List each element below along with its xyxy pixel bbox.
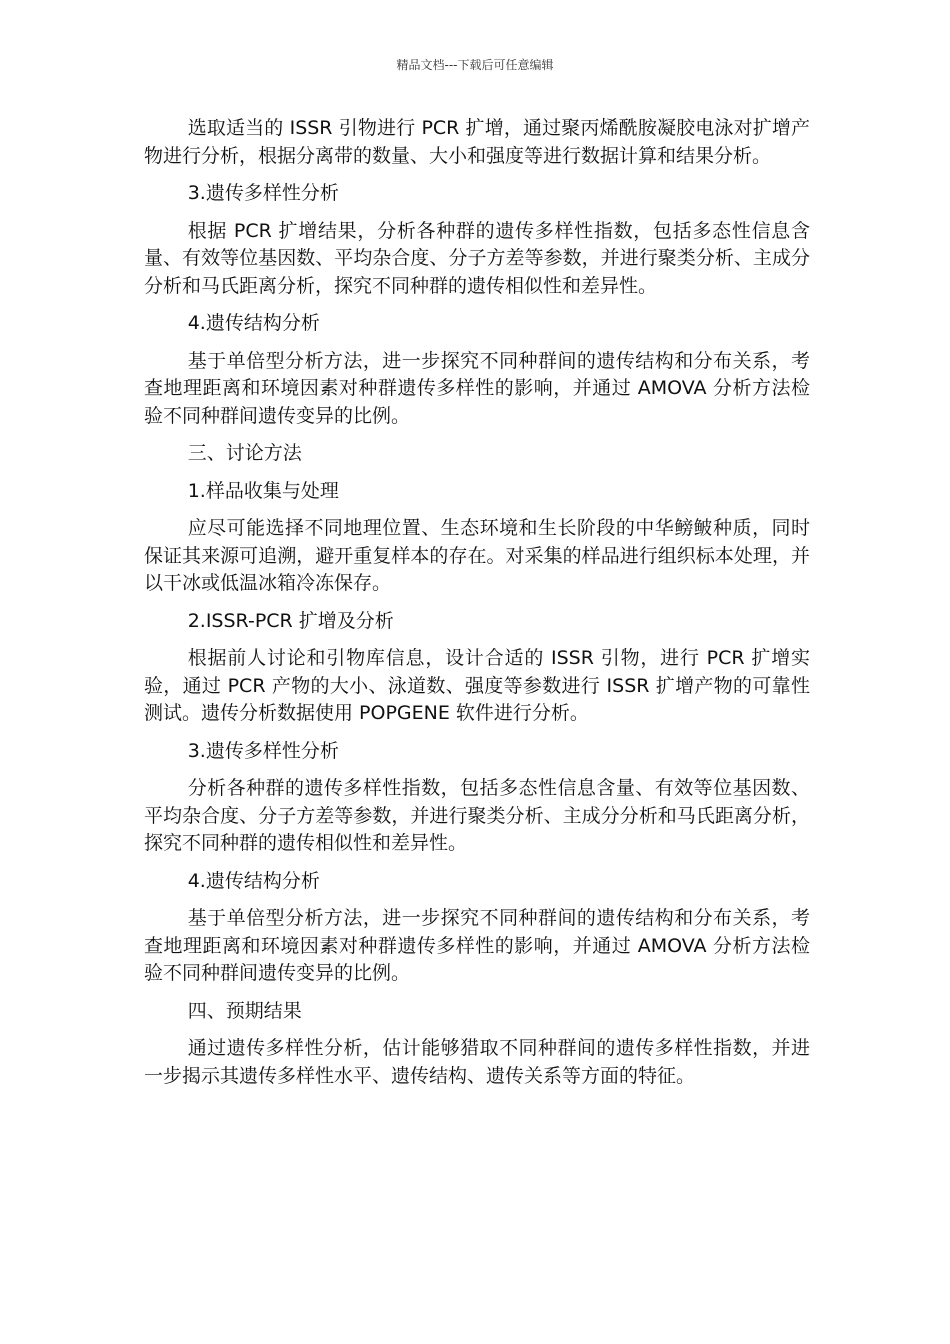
- paragraph-sample-collection: 应尽可能选择不同地理位置、生态环境和生长阶段的中华鳑鲏种质，同时保证其来源可追溯，避开重复样本的存在。对采集的样品进行组织标本处理，并以干冰或低温冰箱冷冻保存。: [144, 517, 810, 594]
- paragraph-genetic-structure-2: 基于单倍型分析方法，进一步探究不同种群间的遗传结构和分布关系，考查地理距离和环境因素对种群遗传多样性的影响，并通过 AMOVA 分析方法检验不同种群间遗传变异的比例。: [144, 907, 810, 984]
- heading-expected-results: 四、预期结果: [187, 999, 302, 1022]
- document-body: [144, 115, 810, 1100]
- paragraph-genetic-diversity-2: 分析各种群的遗传多样性指数，包括多态性信息含量、有效等位基因数、平均杂合度、分子方差等参数，并进行聚类分析、主成分分析和马氏距离分析，探究不同种群的遗传相似性和差异性。: [144, 777, 810, 854]
- paragraph-genetic-structure: 基于单倍型分析方法，进一步探究不同种群间的遗传结构和分布关系，考查地理距离和环境因素对种群遗传多样性的影响，并通过 AMOVA 分析方法检验不同种群间遗传变异的比例。: [144, 349, 810, 427]
- paragraph-issr-method: 选取适当的 ISSR 引物进行 PCR 扩增，通过聚丙烯酰胺凝胶电泳对扩增产物进行分析，根据分离带的数量、大小和强度等进行数据计算和结果分析。: [144, 117, 810, 167]
- heading-discussion-methods: 三、讨论方法: [187, 442, 302, 464]
- heading-genetic-diversity: 3.遗传多样性分析: [187, 182, 339, 204]
- heading-genetic-structure-2: 4.遗传结构分析: [187, 869, 320, 892]
- paragraph-expected-results: 通过遗传多样性分析，估计能够猎取不同种群间的遗传多样性指数，并进一步揭示其遗传多样性水平、遗传结构、遗传关系等方面的特征。: [144, 1037, 810, 1087]
- paragraph-issr-pcr: 根据前人讨论和引物库信息，设计合适的 ISSR 引物，进行 PCR 扩增实验，通过 PCR 产物的大小、泳道数、强度等参数进行 ISSR 扩增产物的可靠性测试。遗传分析数据使用 POPGENE 软件进行分析。: [144, 647, 810, 724]
- heading-genetic-structure: 4.遗传结构分析: [187, 312, 320, 334]
- paragraph-genetic-diversity: 根据 PCR 扩增结果，分析各种群的遗传多样性指数，包括多态性信息含量、有效等位基因数、平均杂合度、分子方差等参数，并进行聚类分析、主成分分析和马氏距离分析，探究不同种群的遗传相似性和差异性。: [144, 219, 810, 297]
- heading-genetic-diversity-2: 3.遗传多样性分析: [187, 739, 339, 762]
- heading-sample-collection: 1.样品收集与处理: [187, 479, 339, 502]
- heading-issr-pcr: 2.ISSR-PCR 扩增及分析: [187, 609, 394, 632]
- page-header: 精品文档---下载后可任意编辑: [396, 58, 554, 72]
